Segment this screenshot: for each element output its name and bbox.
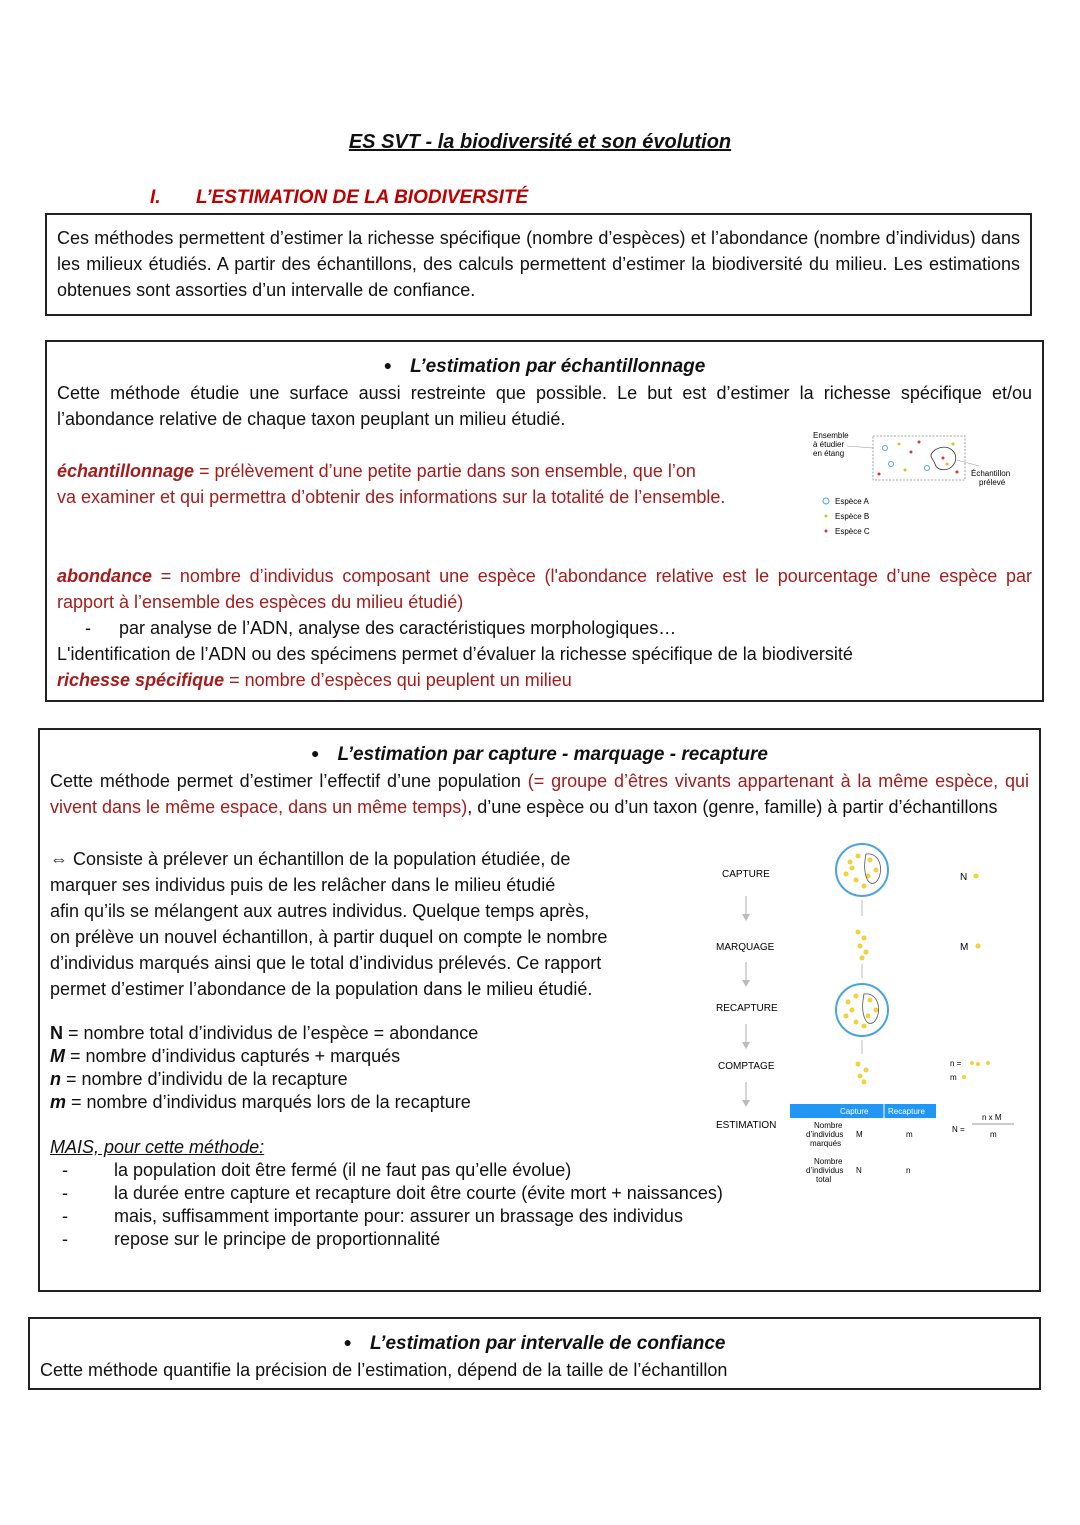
legend-espece-b: Espèce B [835,512,870,521]
intro-box [45,213,1032,316]
svg-text:prélevé: prélevé [979,478,1006,487]
variable-definitions: N = nombre total d’individus de l’espèce = abondance M = nombre d’individus capturés + marqués n = nombre d’individu de la recapture m = nombre d’individus marqués lors de la recapture [50,1023,479,1112]
col-capture: Capture [840,1107,869,1116]
fig-echantillon-label: Échantillon [971,469,1011,478]
cell-M: M [856,1130,863,1139]
cell-n: n [906,1166,911,1175]
sampling-box [45,340,1044,702]
sampling-definition-2: va examiner et qui permettra d’obtenir des informations sur la totalité de l’ensemble. [57,487,726,507]
capture-recapture-diagram [706,834,1036,1194]
capture-explanation: ⇔ Consiste à prélever un échantillon de la population étudiée, de marquer ses individus puis de les relâcher dans le milieu étudié afin qu’ils se mélangent aux autres individus. Quelque temps après, on prélève un nouvel échantillon, à partir duquel on compte le nombre d’individus marqués ainsi que le total d’individus prélevés. Ce rapport permet d’estimer l’abondance de la population dans le milieu étudié. [50,849,608,999]
formula-numerator: n x M [982,1113,1002,1122]
identification-text: L'identification de l’ADN ou des spécimens permet d’évaluer la richesse spécifique de la biodiversité [57,644,853,664]
confidence-heading: ● L’estimation par intervalle de confiance [343,1333,726,1354]
formula-denominator: m [990,1130,997,1139]
mais-heading: MAIS, pour cette méthode: [50,1137,265,1157]
svg-text:en étang: en étang [813,449,845,458]
conditions-list: - la population doit être fermé (il ne faut pas qu’elle évolue) - la durée entre capture et recapture doit être courte (évite mort + naissances) - mais, suffisamment importante pour: assurer un brassage des individus - repose sur le principe de proportionnalité [62,1160,723,1249]
row-marked-label: Nombre [814,1121,843,1130]
cell-m: m [906,1130,913,1139]
svg-text:d’individus: d’individus [806,1166,844,1175]
step-estimation: ESTIMATION [716,1120,777,1131]
fig-ensemble-label: Ensemble [813,431,849,440]
recapture-population-circle [836,984,888,1036]
richness-definition: richesse spécifique = nombre d’espèces qui peuplent un milieu [57,670,572,690]
confidence-box [28,1317,1041,1390]
ratio-label: n = [950,1059,962,1068]
svg-text:d’individus: d’individus [806,1130,844,1139]
page-title: ES SVT - la biodiversité et son évolution [348,131,732,153]
step-arrows [742,896,750,1107]
capture-box [38,728,1041,1292]
abundance-definition: abondance = nombre d’individus composant une espèce (l'abondance relative est le pourcentage d’une espèce par rapport à l’ensemble des espèces du milieu étudié) [57,566,1032,612]
step-recapture: RECAPTURE [716,1003,778,1014]
confidence-text: Cette méthode quantifie la précision de l’estimation, dépend de la taille de l’échantillon [40,1360,728,1380]
label-N: N [960,872,968,883]
svg-text:m: m [950,1073,957,1082]
step-marquage: MARQUAGE [716,942,775,953]
legend-espece-c: Espèce C [835,527,870,536]
sampling-intro: Cette méthode étudie une surface aussi restreinte que possible. Le but est d’estimer la richesse spécifique et/ou l’abondance relative de chaque taxon peuplant un milieu étudié. [57,383,1032,429]
abundance-bullet: - par analyse de l’ADN, analyse des caractéristiques morphologiques… [85,618,677,638]
pond-individuals [878,441,959,476]
section-heading [150,187,528,209]
svg-text:total: total [816,1175,832,1184]
step-capture: CAPTURE [722,869,770,880]
col-recapture: Recapture [888,1107,925,1116]
svg-text:à étudier: à étudier [813,440,845,449]
sampling-heading: ● L’estimation par échantillonnage [383,356,706,377]
capture-heading: ● L’estimation par capture - marquage - recapture [311,744,768,765]
row-total-label: Nombre [814,1157,843,1166]
section-title: L’ESTIMATION DE LA BIODIVERSITÉ [196,187,529,208]
formula-lhs: N = [952,1125,965,1134]
step-comptage: COMPTAGE [718,1061,775,1072]
capture-intro: Cette méthode permet d’estimer l’effectif d’une population (= groupe d’êtres vivants appartenant à la même espèce, qui vivent dans le même espace, dans un même temps), d’une espèce ou d’un taxon (genre, famille) à partir d’échantillons [50,771,1029,817]
svg-text:marqués: marqués [810,1139,842,1148]
intro-text: Ces méthodes permettent d’estimer la richesse spécifique (nombre d’espèces) et l’abondance (nombre d’individus) dans les milieux étudiés. A partir des échantillons, des calculs permettent d’estimer la biodiversité du milieu. Les estimations obtenues sont assorties d’un intervalle de confiance. [57,228,1020,300]
sampling-diagram [807,428,1037,548]
counted-individuals [856,1062,869,1085]
label-M: M [960,942,969,953]
legend-espece-a: Espèce A [835,497,869,506]
section-number: I. [150,187,161,208]
marked-individuals [856,930,869,961]
cell-N: N [856,1166,862,1175]
sampling-definition-1: échantillonnage = prélèvement d’une petite partie dans son ensemble, que l’on [57,461,696,481]
